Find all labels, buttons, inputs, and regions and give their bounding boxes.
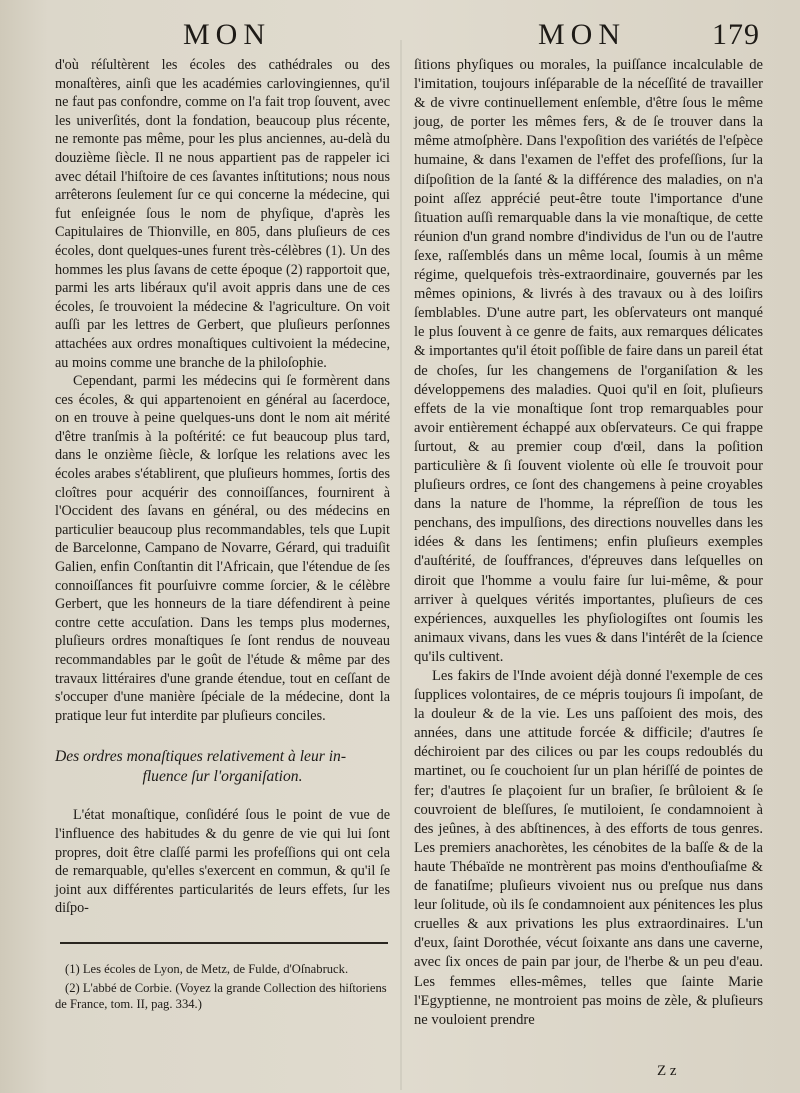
section-heading-line-2: fluence ſur l'organiſation.	[142, 768, 303, 786]
footnote-rule	[60, 942, 388, 944]
right-column	[414, 56, 763, 1030]
paragraph: ſitions phyſiques ou morales, la puiſſance incalculable de l'imitation, toujours inſéparable de la néceſſité de travailler & de vivre continuellement enſemble, d'être ſous le même joug, de porter les mêmes fers, & de ſe trouver dans la même atmoſphère. Dans l'expoſition des variétés de l'eſpèce humaine, & dans l'examen de l'effet des profeſſions, ſur la diſpoſition de la ſanté & la différence des maladies, on n'a point aſſez apprécié peut-être toute l'importance d'une ſituation auſſi remarquable dans la vie monaſtique, de cette réunion d'un grand nombre d'individus de l'un ou de l'autre ſexe, raſſemblés dans un même local, ſoumis à un même régime, quelquefois très-extraordinaire, gouvernés par les mêmes opinions, & livrés à des travaux ou à des loiſirs ſemblables. D'une autre part, les obſervateurs ont manqué le plus ſouvent à ce genre de faits, aux remarques délicates & importantes qu'il étoit poſſible de faire dans un pareil état de choſes, ſur les changemens de l'organiſation & les développemens des maladies. Quoi qu'il en ſoit, pluſieurs effets de la vie monaſtique ſont trop remarquables pour avoir entièrement échappé aux obſervateurs. Ce qui frappe ſurtout, & au premier coup d'œil, dans la poſition particulière & ſi ſouvent violente où elle ſe trouvoit pour pluſieurs ordres, ce ſont des changemens à peine croyables dans la nature de l'homme, la répreſſion de tous les penchans, des impulſions, des directions nouvelles dans les idées & dans les ſentimens; enfin pluſieurs exemples d'auſtérité, de ſouffrances, d'épreuves dans leſquelles on diroit que l'homme a voulu faire ſur lui-même, & pour arriver à quelques vérités importantes, pluſieurs de ces expériences, auxquelles les phyſiologiſtes ont ſoumis les animaux vivans, dans les vues & dans l'intérêt de la ſcience qu'ils cultivent.	[414, 57, 763, 665]
signature-mark: Z z	[657, 1063, 677, 1079]
gutter-shadow	[400, 40, 402, 1090]
section-heading-line-1: Des ordres monaſtiques relativement à leur in-	[55, 748, 347, 766]
paragraph: Les fakirs de l'Inde avoient déjà donné l'exemple de ces ſupplices volontaires, de ce mépris toujours ſi impoſant, de la douleur & de la vie. Les uns paſſoient des mois, des années, dans une attitude forcée & difficile; d'autres ſe déchiroient par des cilices ou par les coups redoublés du martinet, ou ſe couchoient ſur un plan hériſſé de pointes de fer; d'autres ſe plaçoient ſur un braſier, ſe brûloient & ſe couvroient de bleſſures, ſe mutiloient, ſe condamnoient à des jeûnes, à des abſtinences, à des efforts de tous genres. Les premiers anachorètes, les cénobites de la baſſe & de la haute Thébaïde ne montrèrent pas moins d'enthouſiaſme & de fanatiſme; pluſieurs vivoient nus ou preſque nus dans leur ſolitude, où ils ſe condamnoient aux pénitences les plus cruelles & aux privations les plus extraordinaires. L'un d'eux, ſaint Dorothée, vécut ſoixante ans dans une caverne, avec ſix onces de pain par jour, de l'herbe & un peu d'eau. Les femmes elles-mêmes, telles que ſainte Marie l'Egyptienne, ne montroient pas moins de zèle, & pluſieurs ne vouloient prendre	[414, 668, 763, 1028]
paragraph: L'état monaſtique, conſidéré ſous le point de vue de l'influence des habitudes & du genre de vie qui lui ſont propres, doit être claſſé parmi les profeſſions qui ont cela de remarquable, qu'elles s'exercent en commun, & qu'il ſe joint aux différentes particularités de leurs effets, ſur les diſpo-	[55, 807, 390, 917]
paragraph: d'où réſultèrent les écoles des cathédrales ou des monaſtères, ainſi que les académies carlovingiennes, qu'il ne faut pas confondre, comme on l'a fait trop ſouvent, avec les univerſités, dont la fondation, beaucoup plus récente, ne remonte pas même, pour les plus anciennes, au-delà du douzième ſiècle. Il ne nous appartient pas de rappeler ici avec détail l'hiſtoire de ces ſavantes inſtitutions; nous nous arrêterons ſeulement ſur ce qui concerne la médecine, qui fut enſeignée ſous le nom de phyſique, d'après les Capitulaires de Thionville, en 805, dans pluſieurs de ces écoles, dont quelques-unes furent très-célèbres (1). Un des hommes les plus ſavans de cette époque (2) rapportoit que, parmi les arts libéraux qu'il avoit appris dans une de ces écoles, ſe trouvoient la médecine & l'agriculture. On voit auſſi par les lettres de Gerbert, que pluſieurs perſonnes attachées aux ordres monaſtiques cultivoient la médecine, au moins comme une branche de la philoſophie.	[55, 57, 390, 371]
footnote-2: (2) L'abbé de Corbie. (Voyez la grande Collection des hiſtoriens de France, tom. II, pag. 334.)	[55, 980, 387, 1012]
page-number: 179	[712, 18, 760, 51]
running-head-left: MON	[183, 18, 272, 51]
left-column	[55, 56, 390, 918]
footnote-1: (1) Les écoles de Lyon, de Metz, de Fulde, d'Oſnabruck.	[65, 962, 349, 976]
footnotes	[55, 961, 392, 1015]
paragraph: Cependant, parmi les médecins qui ſe formèrent dans ces écoles, & qui appartenoient en général au ſacerdoce, on en trouve à peine quelques-uns dont le nom ait mérité d'être tranſmis à la poſtérité: ce fut beaucoup plus tard, dans le onzième ſiècle, & lorſque les relations avec les écoles arabes s'établirent, que pluſieurs hommes, ſortis des cloîtres pour acquérir des connoiſſances, fournirent à l'Occident des ſavans en général, ou des médecins en particulier beaucoup plus recommandables, tels que Lupit de Barcelonne, Campano de Novarre, Gérard, qui traduiſit Galien, enfin Conſtantin dit l'Africain, que l'étendue de ſes connoiſſances fit pourſuivre comme ſorcier, & le célèbre Gerbert, que les honneurs de la tiare défendirent à peine contre cette accuſation. Dans les temps plus modernes, pluſieurs ordres monaſtiques ſe ſont rendus de nouveau recommandables par le goût de l'étude & même par des travaux littéraires d'une grande étendue, tout en ceſſant de s'occuper d'une manière ſpéciale de la médecine, dont la pratique leur fut interdite par pluſieurs conciles.	[55, 373, 390, 724]
running-head-right: MON	[538, 18, 627, 51]
section-heading	[55, 747, 390, 787]
